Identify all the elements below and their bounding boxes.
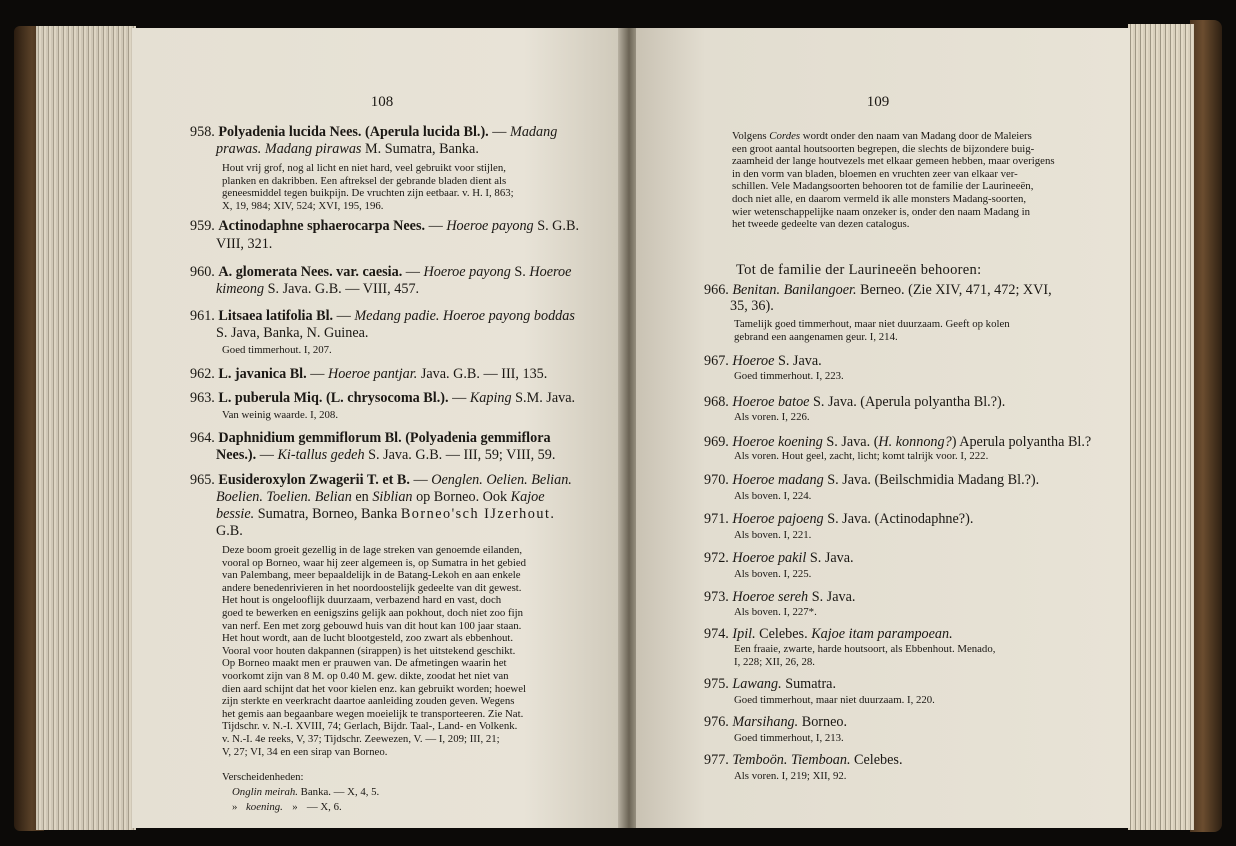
page-edges-right xyxy=(1128,24,1194,830)
entry-965-line3: bessie. Sumatra, Borneo, Banka Borneo'sch IJzerhout. xyxy=(216,506,556,522)
entry-969: 969. Hoeroe koening S. Java. (H. konnong?) Aperula polyantha Bl.? xyxy=(704,434,1092,450)
entry-964-line2: Nees.). — Ki-tallus gedeh S. Java. G.B. — III, 59; VIII, 59. xyxy=(216,447,556,463)
entry-970: 970. Hoeroe madang S. Java. (Beilschmidia Madang Bl.?). xyxy=(704,472,1040,488)
intro-paragraph: Volgens Cordes wordt onder den naam van Madang door de Maleiers een groot aantal houtsoorten begrepen, die slechts de bijzondere buig- zaamheid der lange houtvezels met elkaar gemeen hebben, maar overigens in den vorm van bladen, bloemen en vruchten zeer van elkaar ver- schillen. Vele Madangsoorten behooren tot de familie der Laurineeën, doch niet alle, en daarom vermeld ik alle monsters Madang-soorten, wier wetenschappelijke naam onzeker is, onder den naam Madang in het tweede gedeelte van dezen catalogus. xyxy=(732,130,1055,231)
entry-960: 960. A. glomerata Nees. var. caesia. — Hoeroe payong S. Hoeroe xyxy=(190,264,572,280)
note-977: Als voren. I, 219; XII, 92. xyxy=(734,770,847,782)
entry-965-line2: Boelien. Toelien. Belian en Siblian op Borneo. Ook Kajoe xyxy=(216,489,545,505)
variety-1: Onglin meirah. Banka. — X, 4, 5. xyxy=(232,786,380,798)
entry-966: 966. Benitan. Banilangoer. Berneo. (Zie XIV, 471, 472; XVI, xyxy=(704,282,1052,298)
entry-971: 971. Hoeroe pajoeng S. Java. (Actinodaphne?). xyxy=(704,511,974,527)
entry-960-line2: kimeong S. Java. G.B. — VIII, 457. xyxy=(216,281,420,297)
entry-966-line2: 35, 36). xyxy=(730,298,774,314)
variety-2: » koening. » — X, 6. xyxy=(232,801,342,813)
note-970: Als boven. I, 224. xyxy=(734,490,812,502)
note-966: Tamelijk goed timmerhout, maar niet duurzaam. Geeft op kolen gebrand een aangenamen geur. I, 214. xyxy=(734,318,1010,343)
entry-958-line2: prawas. Madang pirawas M. Sumatra, Banka. xyxy=(216,141,479,157)
entry-965: 965. Eusideroxylon Zwagerii T. et B. — Oenglen. Oelien. Belian. xyxy=(190,472,572,488)
note-958: Hout vrij grof, nog al licht en niet hard, veel gebruikt voor stijlen, planken en dakribben. Een aftreksel der gebrande bladen dient als geneesmiddel tegen buikpijn. De vruchten zijn eetbaar. v. H. I, 863; X, 19, 984; XIV, 524; XVI, 195, 196. xyxy=(222,162,514,212)
entry-973: 973. Hoeroe sereh S. Java. xyxy=(704,589,856,605)
entry-959: 959. Actinodaphne sphaerocarpa Nees. — Hoeroe payong S. G.B. xyxy=(190,218,579,234)
entry-963: 963. L. puberula Miq. (L. chrysocoma Bl.). — Kaping S.M. Java. xyxy=(190,390,576,406)
entry-965-line4: G.B. xyxy=(216,523,243,539)
entry-975: 975. Lawang. Sumatra. xyxy=(704,676,837,692)
note-975: Goed timmerhout, maar niet duurzaam. I, 220. xyxy=(734,694,935,706)
note-969: Als voren. Hout geel, zacht, licht; komt talrijk voor. I, 222. xyxy=(734,450,989,462)
note-961: Goed timmerhout. I, 207. xyxy=(222,344,332,356)
entry-974: 974. Ipil. Celebes. Kajoe itam parampoean. xyxy=(704,626,953,642)
varieties-label: Verscheidenheden: xyxy=(222,771,304,783)
page-number: 108 xyxy=(370,94,394,110)
entry-977: 977. Temboön. Tiemboan. Celebes. xyxy=(704,752,903,768)
note-963: Van weinig waarde. I, 208. xyxy=(222,409,339,421)
note-971: Als boven. I, 221. xyxy=(734,529,812,541)
entry-961: 961. Litsaea latifolia Bl. — Medang padie. Hoeroe payong boddas xyxy=(190,308,575,324)
note-974: Een fraaie, zwarte, harde houtsoort, als Ebbenhout. Menado, I, 228; XII, 26, 28. xyxy=(734,643,996,668)
right-page xyxy=(636,28,1130,828)
note-972: Als boven. I, 225. xyxy=(734,568,812,580)
entry-962: 962. L. javanica Bl. — Hoeroe pantjar. Java. G.B. — III, 135. xyxy=(190,366,548,382)
book-cover-right xyxy=(1190,20,1222,832)
left-page xyxy=(132,28,622,828)
entry-968: 968. Hoeroe batoe S. Java. (Aperula polyantha Bl.?). xyxy=(704,394,1006,410)
note-973: Als boven. I, 227*. xyxy=(734,606,817,618)
note-968: Als voren. I, 226. xyxy=(734,411,810,423)
note-976: Goed timmerhout, I, 213. xyxy=(734,732,844,744)
section-heading: Tot de familie der Laurineeën behooren: xyxy=(736,262,982,278)
entry-958: 958. Polyadenia lucida Nees. (Aperula lucida Bl.). — Madang xyxy=(190,124,558,140)
page-edges-left xyxy=(36,26,136,830)
note-965: Deze boom groeit gezellig in de lage streken van genoemde eilanden, vooral op Borneo, waar hij zeer algemeen is, op Sumatra in het gebied van Palembang, meer bepaaldelijk in de Batang-Lekoh en aan enkele andere benedenrivieren in het noordoostelijk gedeelte van dit gewest. Het hout is ongelooflijk duurzaam, verbazend hard en vast, doch goed te bewerken en eenigszins gelijk aan pokhout, doch niet zoo fijn van nerf. Een met zorg gebouwd huis van dit hout kan 100 jaar staan. Het hout wordt, aan de lucht blootgesteld, zoo zwart als ebbenhout. Vooral voor houten dakpannen (sirappen) is het uitstekend geschikt. Op Borneo maakt men er prauwen van. De afmetingen waarin het voorkomt zijn van 8 M. op 0.40 M. gew. dikte, zoodat het niet van dien aard schijnt dat het voor kielen enz. kan gebruikt worden; hoewel zijn sterkte en veerkracht daartoe aanleiding zouden geven. Wegens het gemis aan begaanbare wegen moeielijk te transporteeren. Zie Nat. Tijdschr. v. N.-I. XVIII, 74; Gerlach, Bijdr. Taal-, Land- en Volkenk. v. N.-I. 4e reeks, V, 37; Tijdschr. Zeewezen, V. — I, 209; III, 21; V, 27; VI, 34 en een sirap van Borneo. xyxy=(222,544,527,758)
entry-967: 967. Hoeroe S. Java. xyxy=(704,353,822,369)
note-967: Goed timmerhout. I, 223. xyxy=(734,370,844,382)
entry-964: 964. Daphnidium gemmiflorum Bl. (Polyadenia gemmiflora xyxy=(190,430,551,446)
entry-959-line2: VIII, 321. xyxy=(216,236,273,252)
entry-976: 976. Marsihang. Borneo. xyxy=(704,714,848,730)
entry-961-line2: S. Java, Banka, N. Guinea. xyxy=(216,325,369,341)
entry-972: 972. Hoeroe pakil S. Java. xyxy=(704,550,854,566)
page-number: 109 xyxy=(866,94,890,110)
